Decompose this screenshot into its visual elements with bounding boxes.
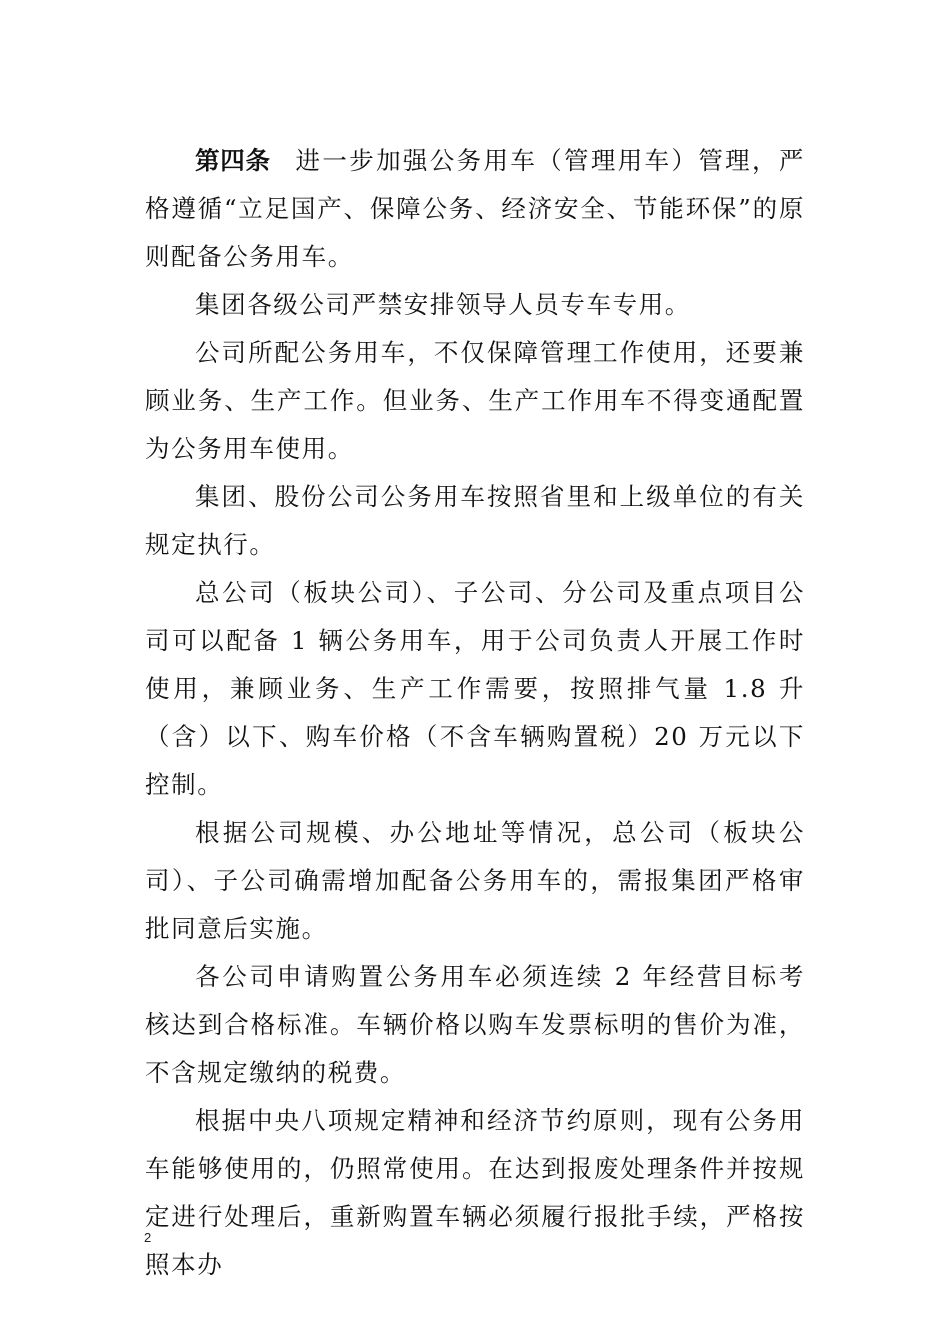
- paragraph: 集团各级公司严禁安排领导人员专车专用。: [195, 290, 691, 319]
- paragraph: 总公司（板块公司）、子公司、分公司及重点项目公司可以配备 1 辆公务用车，用于公司负责人开展工作时使用，兼顾业务、生产工作需要，按照排气量 1.8 升（含）以下、购车价格（不含车辆购置税）20 万元以下控制。: [145, 578, 805, 799]
- paragraph: 根据中央八项规定精神和经济节约原则，现有公务用车能够使用的，仍照常使用。在达到报废处理条件并按规定进行处理后，重新购置车辆必须履行报批手续，严格按照本办: [145, 1106, 805, 1279]
- paragraph-text: 进一步加强公务用车（管理用车）管理，严格遵循“立足国产、保障公务、经济安全、节能环保”的原则配备公务用车。: [145, 146, 805, 271]
- article-label: 第四条: [195, 146, 271, 175]
- page-number: 2: [144, 1230, 152, 1245]
- article-4-paragraph: [145, 137, 805, 281]
- paragraph: 各公司申请购置公务用车必须连续 2 年经营目标考核达到合格标准。车辆价格以购车发票标明的售价为准，不含规定缴纳的税费。: [145, 962, 805, 1087]
- paragraph: 集团、股份公司公务用车按照省里和上级单位的有关规定执行。: [145, 482, 805, 559]
- paragraph: 根据公司规模、办公地址等情况，总公司（板块公司）、子公司确需增加配备公务用车的，需报集团严格审批同意后实施。: [145, 818, 805, 943]
- document-body: [145, 137, 805, 1289]
- paragraph: 公司所配公务用车，不仅保障管理工作使用，还要兼顾业务、生产工作。但业务、生产工作用车不得变通配置为公务用车使用。: [145, 338, 805, 463]
